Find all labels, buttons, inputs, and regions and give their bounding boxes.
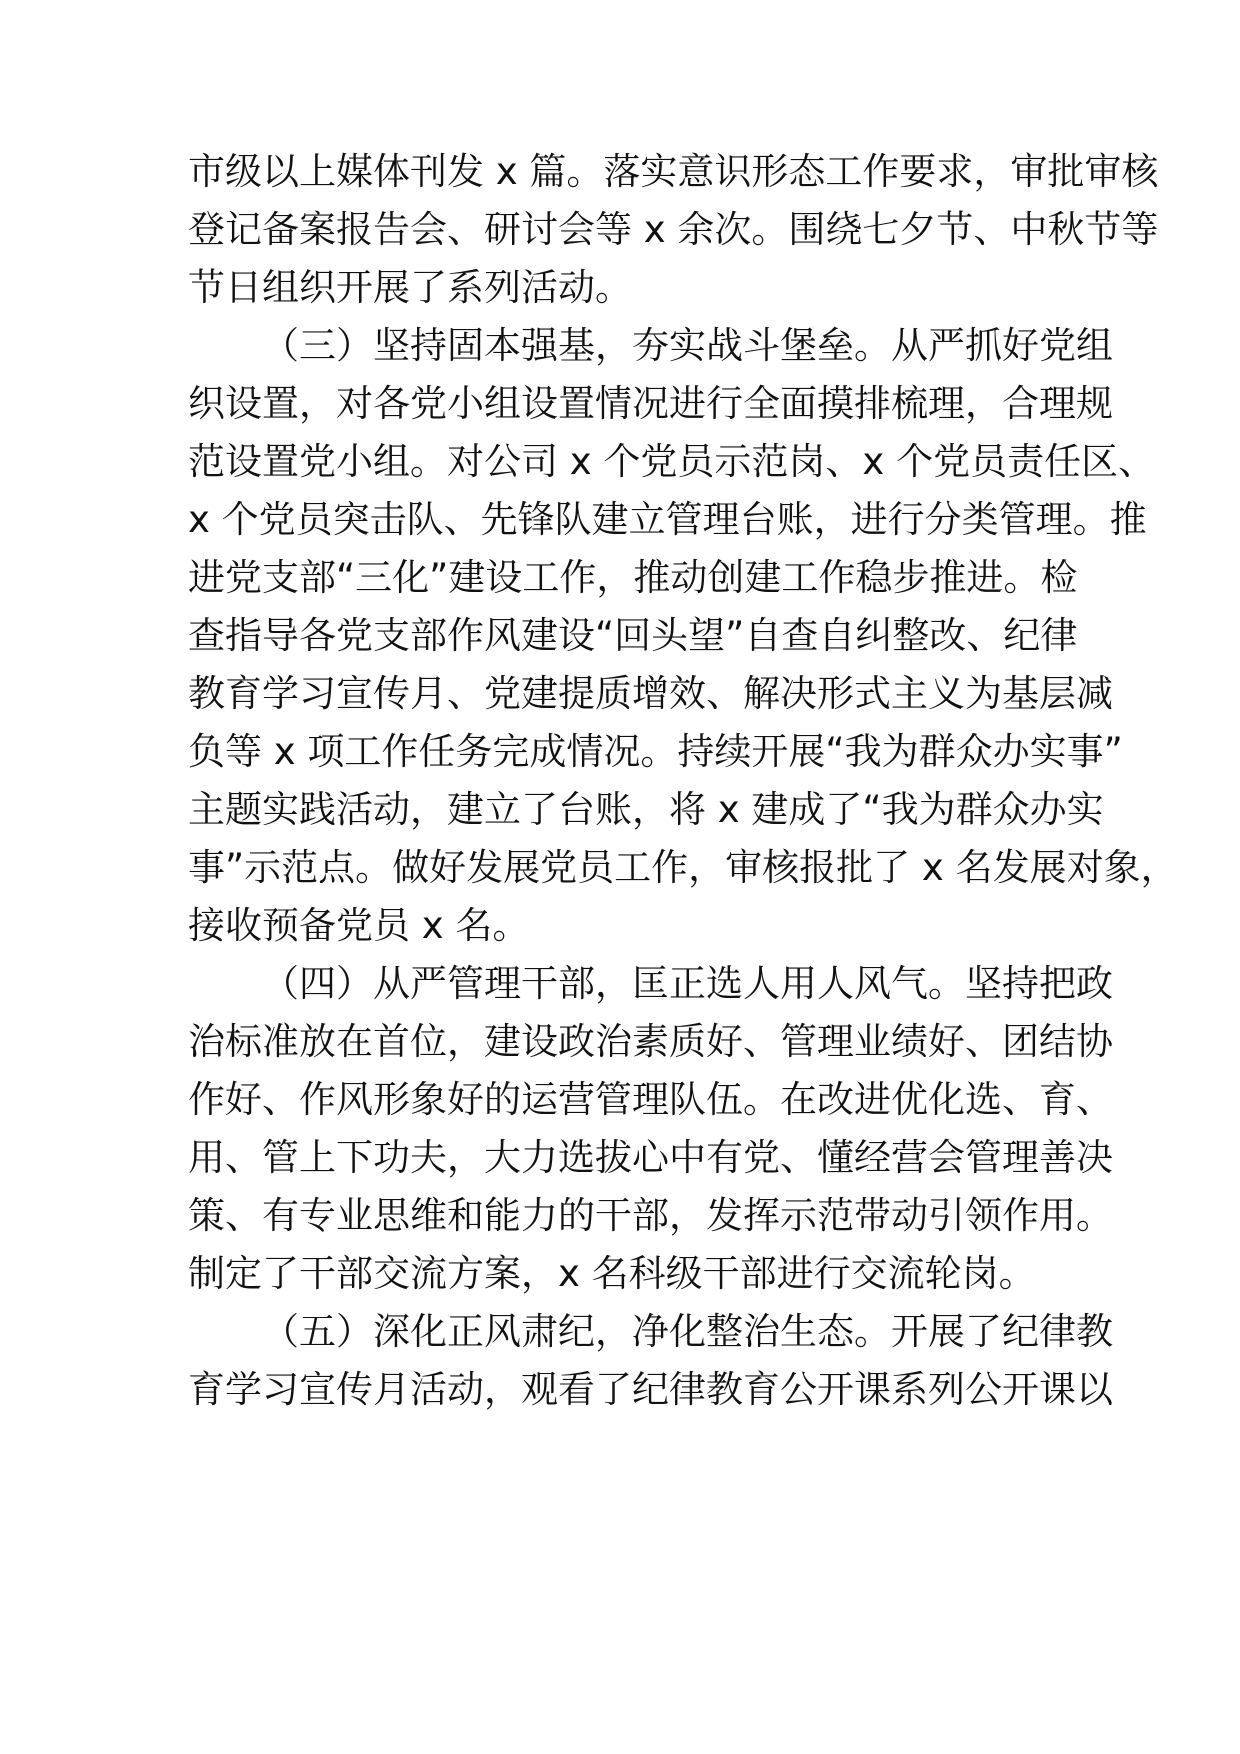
text-line: 负等 x 项工作任务完成情况。持续开展“我为群众办实事” <box>188 730 1123 773</box>
section-heading-line: （四）从严管理干部，匡正选人用人风气。坚持把政 <box>262 962 1113 1005</box>
text-line: 教育学习宣传月、党建提质增效、解决形式主义为基层减 <box>188 672 1113 715</box>
text-line: 用、管上下功夫，大力选拔心中有党、懂经营会管理善决 <box>188 1136 1113 1179</box>
text-line: 作好、作风形象好的运营管理队伍。在改进优化选、育、 <box>188 1078 1113 1121</box>
text-line: 主题实践活动，建立了台账，将 x 建成了“我为群众办实 <box>188 788 1104 831</box>
text-line: 治标准放在首位，建设政治素质好、管理业绩好、团结协 <box>188 1020 1113 1063</box>
text-line: x 个党员突击队、先锋队建立管理台账，进行分类管理。推 <box>188 498 1147 541</box>
text-line: 接收预备党员 x 名。 <box>188 904 530 947</box>
text-line: 范设置党小组。对公司 x 个党员示范岗、x 个党员责任区、 <box>188 440 1156 483</box>
text-line: 进党支部“三化”建设工作，推动创建工作稳步推进。检 <box>188 556 1078 599</box>
text-line: 育学习宣传月活动，观看了纪律教育公开课系列公开课以 <box>188 1368 1113 1411</box>
section-heading-line: （五）深化正风肃纪，净化整治生态。开展了纪律教 <box>262 1310 1113 1353</box>
text-line: 登记备案报告会、研讨会等 x 余次。围绕七夕节、中秋节等 <box>188 208 1159 251</box>
text-line: 事”示范点。做好发展党员工作，审核报批了 x 名发展对象， <box>188 846 1178 889</box>
section-heading-line: （三）坚持固本强基，夯实战斗堡垒。从严抓好党组 <box>262 324 1113 367</box>
text-line: 织设置，对各党小组设置情况进行全面摸排梳理，合理规 <box>188 382 1113 425</box>
text-line: 策、有专业思维和能力的干部，发挥示范带动引领作用。 <box>188 1194 1113 1237</box>
text-line: 制定了干部交流方案，x 名科级干部进行交流轮岗。 <box>188 1252 1036 1295</box>
text-line: 节日组织开展了系列活动。 <box>188 266 632 309</box>
text-line: 查指导各党支部作风建设“回头望”自查自纠整改、纪律 <box>188 614 1078 657</box>
text-line: 市级以上媒体刊发 x 篇。落实意识形态工作要求，审批审核 <box>188 150 1159 193</box>
